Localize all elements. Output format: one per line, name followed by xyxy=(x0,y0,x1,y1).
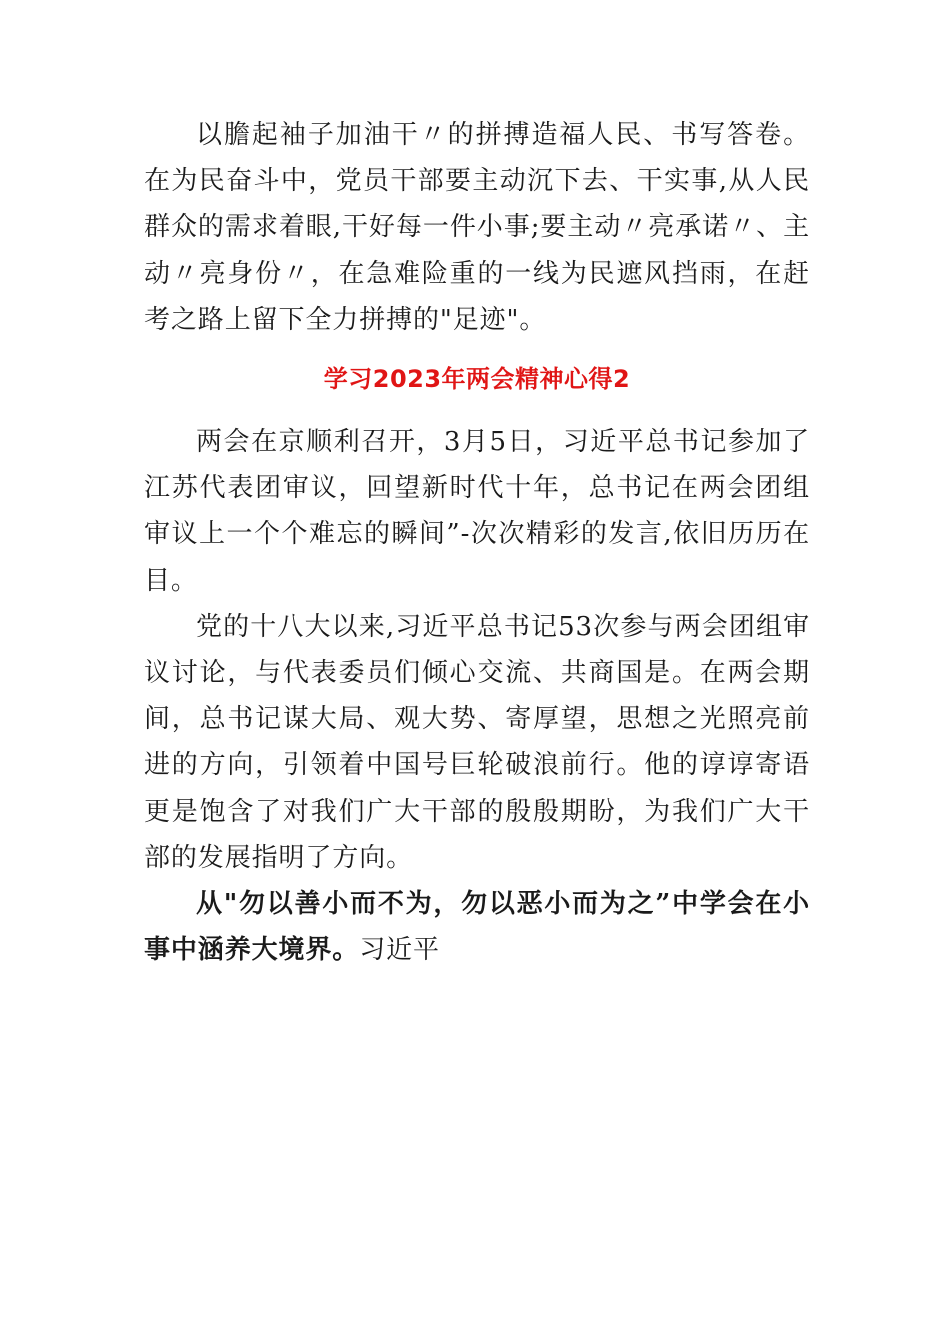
paragraph-3 xyxy=(144,881,810,973)
document-page xyxy=(144,112,810,973)
paragraph-1: 两会在京顺利召开，3月5日，习近平总书记参加了江苏代表团审议，回望新时代十年，总书记在两会团组审议上一个个难忘的瞬间”-次次精彩的发言,依旧历历在目。 xyxy=(144,427,810,596)
paragraph-3-bold-text: 从"勿以善小而不为，勿以恶小而为之”中学会在小事中涵养大境界。 xyxy=(144,889,810,966)
section-title: 学习2023年两会精神心得2 xyxy=(323,365,631,394)
paragraph-intro: 以膽起袖子加油干〃的拼搏造福人民、书写答卷。在为民奋斗中，党员干部要主动沉下去、干实事,从人民群众的需求着眼,干好每一件小事;要主动〃亮承诺〃、主动〃亮身份〃，在急难险重的一线为民遮风挡雨，在赶考之路上留下全力拼搏的"足迹"。 xyxy=(144,120,810,335)
paragraph-2: 党的十八大以来,习近平总书记53次参与两会团组审议讨论，与代表委员们倾心交流、共商国是。在两会期间，总书记谋大局、观大势、寄厚望，思想之光照亮前进的方向，引领着中国号巨轮破浪前行。他的谆谆寄语更是饱含了对我们广大干部的殷殷期盼，为我们广大干部的发展指明了方向。 xyxy=(144,611,810,873)
paragraph-3-tail-text: 习近平 xyxy=(359,935,440,966)
